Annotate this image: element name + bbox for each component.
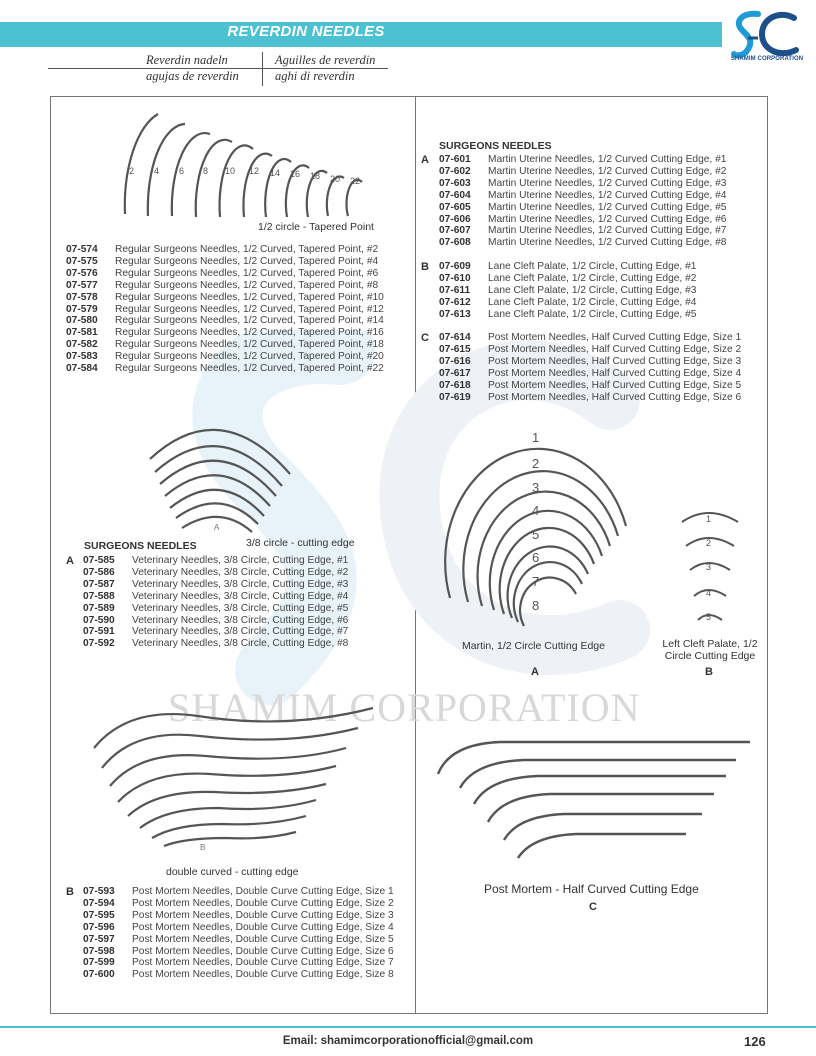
- list-item: 07-580 Regular Surgeons Needles, 1/2 Curved, Tapered Point, #14: [66, 315, 384, 327]
- list-item: 07-605 Martin Uterine Needles, 1/2 Curved Cutting Edge, #5: [439, 201, 727, 213]
- group-letter: A: [421, 154, 429, 166]
- list-item: 07-579 Regular Surgeons Needles, 1/2 Curved, Tapered Point, #12: [66, 303, 384, 315]
- watermark-text: SHAMIM CORPORATION: [168, 685, 641, 730]
- figure-caption: Martin, 1/2 Circle Cutting Edge: [462, 640, 605, 652]
- page-title: REVERDIN NEEDLES: [227, 23, 385, 40]
- martin-uterine-list: [439, 154, 726, 249]
- veterinary-needles-list: [83, 555, 348, 650]
- size-label: 5: [706, 612, 712, 622]
- translation-divider-horizontal: [48, 68, 388, 69]
- list-item: 07-607 Martin Uterine Needles, 1/2 Curved Cutting Edge, #7: [439, 225, 727, 237]
- size-label: 18: [310, 171, 321, 181]
- list-item: 07-584 Regular Surgeons Needles, 1/2 Curved, Tapered Point, #22: [66, 363, 384, 375]
- list-item: 07-610 Lane Cleft Palate, 1/2 Circle, Cutting Edge, #2: [439, 272, 697, 284]
- list-item: 07-593 Post Mortem Needles, Double Curve Cutting Edge, Size 1: [83, 886, 394, 897]
- list-item: 07-611 Lane Cleft Palate, 1/2 Circle, Cutting Edge, #3: [439, 284, 697, 296]
- figure-caption: 1/2 circle - Tapered Point: [258, 221, 374, 233]
- section-title: SURGEONS NEEDLES: [84, 540, 197, 552]
- list-item: 07-583 Regular Surgeons Needles, 1/2 Curved, Tapered Point, #20: [66, 351, 384, 363]
- footer-email: Email: shamimcorporationofficial@gmail.com: [282, 1035, 534, 1047]
- size-label: 3: [706, 562, 712, 572]
- list-item: 07-588 Veterinary Needles, 3/8 Circle, Cutting Edge, #4: [83, 590, 349, 602]
- size-label: 2: [706, 538, 712, 548]
- list-item: 07-615 Post Mortem Needles, Half Curved Cutting Edge, Size 2: [439, 343, 742, 355]
- figure-caption: Left Cleft Palate, 1/2 Circle Cutting Edge: [662, 638, 758, 662]
- figure-caption: Post Mortem - Half Curved Cutting Edge: [484, 882, 699, 896]
- size-label: 2: [129, 166, 135, 176]
- three-eighths-needles-figure: [130, 404, 310, 534]
- group-letter: A: [66, 555, 74, 567]
- list-item: 07-614 Post Mortem Needles, Half Curved Cutting Edge, Size 1: [439, 332, 742, 343]
- page-number: 126: [744, 1034, 766, 1049]
- list-item: 07-582 Regular Surgeons Needles, 1/2 Curved, Tapered Point, #18: [66, 339, 384, 351]
- size-label: 22: [350, 176, 361, 186]
- list-item: 07-587 Veterinary Needles, 3/8 Circle, Cutting Edge, #3: [83, 578, 349, 590]
- group-letter: B: [421, 261, 429, 273]
- list-item: 07-596 Post Mortem Needles, Double Curve Cutting Edge, Size 4: [83, 921, 394, 933]
- list-item: 07-577 Regular Surgeons Needles, 1/2 Curved, Tapered Point, #8: [66, 279, 379, 291]
- list-item: 07-578 Regular Surgeons Needles, 1/2 Curved, Tapered Point, #10: [66, 291, 384, 303]
- list-item: 07-595 Post Mortem Needles, Double Curve Cutting Edge, Size 3: [83, 909, 394, 921]
- translation-italian: aghi di reverdin: [275, 69, 355, 83]
- list-item: 07-585 Veterinary Needles, 3/8 Circle, Cutting Edge, #1: [83, 555, 349, 566]
- list-item: 07-608 Martin Uterine Needles, 1/2 Curved Cutting Edge, #8: [439, 237, 727, 249]
- list-item: 07-602 Martin Uterine Needles, 1/2 Curved Cutting Edge, #2: [439, 165, 727, 177]
- post-mortem-half-curved-list: [439, 332, 741, 403]
- translation-divider-vertical: [262, 52, 263, 86]
- size-label: 8: [203, 166, 209, 176]
- size-label: 3: [532, 480, 540, 495]
- figure-letter: B: [705, 666, 713, 678]
- size-label: 4: [532, 503, 540, 518]
- list-item: 07-617 Post Mortem Needles, Half Curved Cutting Edge, Size 4: [439, 367, 742, 379]
- size-label: 8: [532, 598, 540, 613]
- list-item: 07-590 Veterinary Needles, 3/8 Circle, Cutting Edge, #6: [83, 614, 349, 626]
- size-label: 1: [706, 514, 712, 524]
- figure-letter: C: [589, 901, 597, 913]
- figure-letter: B: [200, 843, 206, 852]
- list-item: 07-609 Lane Cleft Palate, 1/2 Circle, Cutting Edge, #1: [439, 261, 697, 272]
- post-mortem-needles-figure: [430, 728, 760, 868]
- section-title: SURGEONS NEEDLES: [439, 140, 552, 152]
- size-label: 6: [532, 550, 540, 565]
- list-item: 07-604 Martin Uterine Needles, 1/2 Curved Cutting Edge, #4: [439, 189, 727, 201]
- size-label: 16: [290, 169, 301, 179]
- list-item: 07-591 Veterinary Needles, 3/8 Circle, Cutting Edge, #7: [83, 626, 349, 638]
- group-letter: B: [66, 886, 74, 898]
- translation-spanish: agujas de reverdin: [146, 69, 239, 83]
- cleft-palate-needles-figure: [676, 504, 746, 634]
- size-label: 4: [706, 588, 712, 598]
- list-item: 07-597 Post Mortem Needles, Double Curve Cutting Edge, Size 5: [83, 933, 394, 945]
- size-label: 7: [532, 574, 540, 589]
- list-item: 07-612 Lane Cleft Palate, 1/2 Circle, Cutting Edge, #4: [439, 296, 697, 308]
- martin-needles-figure: [440, 418, 640, 638]
- figure-letter: A: [214, 523, 220, 532]
- size-label: 1: [532, 430, 540, 445]
- size-label: 4: [154, 166, 160, 176]
- list-item: 07-576 Regular Surgeons Needles, 1/2 Curved, Tapered Point, #6: [66, 267, 379, 279]
- figure-letter: A: [531, 666, 539, 678]
- list-item: 07-575 Regular Surgeons Needles, 1/2 Curved, Tapered Point, #4: [66, 255, 379, 267]
- list-item: 07-600 Post Mortem Needles, Double Curve Cutting Edge, Size 8: [83, 969, 394, 981]
- list-item: 07-618 Post Mortem Needles, Half Curved Cutting Edge, Size 5: [439, 379, 742, 391]
- list-item: 07-606 Martin Uterine Needles, 1/2 Curved Cutting Edge, #6: [439, 213, 727, 225]
- list-item: 07-599 Post Mortem Needles, Double Curve Cutting Edge, Size 7: [83, 957, 394, 969]
- footer-line: [0, 1026, 816, 1028]
- size-label: 2: [532, 456, 540, 471]
- translation-german: Reverdin nadeln: [146, 53, 228, 67]
- list-item: 07-619 Post Mortem Needles, Half Curved Cutting Edge, Size 6: [439, 391, 742, 403]
- size-label: 14: [270, 168, 281, 178]
- size-label: 12: [249, 166, 260, 176]
- list-item: 07-592 Veterinary Needles, 3/8 Circle, Cutting Edge, #8: [83, 638, 349, 650]
- list-item: 07-603 Martin Uterine Needles, 1/2 Curved Cutting Edge, #3: [439, 177, 727, 189]
- size-label: 5: [532, 527, 540, 542]
- figure-caption: double curved - cutting edge: [166, 866, 299, 878]
- list-item: 07-616 Post Mortem Needles, Half Curved Cutting Edge, Size 3: [439, 355, 742, 367]
- logo-text: SHAMIM CORPORATION: [730, 56, 804, 62]
- figure-caption: 3/8 circle - cutting edge: [246, 537, 355, 549]
- size-label: 20: [330, 174, 341, 184]
- list-item: 07-586 Veterinary Needles, 3/8 Circle, Cutting Edge, #2: [83, 566, 349, 578]
- list-item: 07-598 Post Mortem Needles, Double Curve Cutting Edge, Size 6: [83, 945, 394, 957]
- double-curved-needles-figure: [88, 696, 388, 856]
- list-item: 07-589 Veterinary Needles, 3/8 Circle, Cutting Edge, #5: [83, 602, 349, 614]
- size-label: 6: [179, 166, 185, 176]
- group-letter: C: [421, 332, 429, 344]
- translation-french: Aguilles de reverdin: [275, 53, 376, 67]
- size-label: 10: [225, 166, 236, 176]
- list-item: 07-581 Regular Surgeons Needles, 1/2 Curved, Tapered Point, #16: [66, 327, 384, 339]
- list-item: 07-601 Martin Uterine Needles, 1/2 Curved Cutting Edge, #1: [439, 154, 727, 165]
- post-mortem-double-curve-list: [83, 886, 394, 981]
- list-item: 07-594 Post Mortem Needles, Double Curve Cutting Edge, Size 2: [83, 897, 394, 909]
- lane-cleft-palate-list: [439, 261, 696, 321]
- half-circle-needles-figure: [110, 104, 400, 234]
- tapered-needles-list: [66, 244, 384, 375]
- list-item: 07-613 Lane Cleft Palate, 1/2 Circle, Cutting Edge, #5: [439, 308, 697, 320]
- list-item: 07-574 Regular Surgeons Needles, 1/2 Curved, Tapered Point, #2: [66, 244, 379, 255]
